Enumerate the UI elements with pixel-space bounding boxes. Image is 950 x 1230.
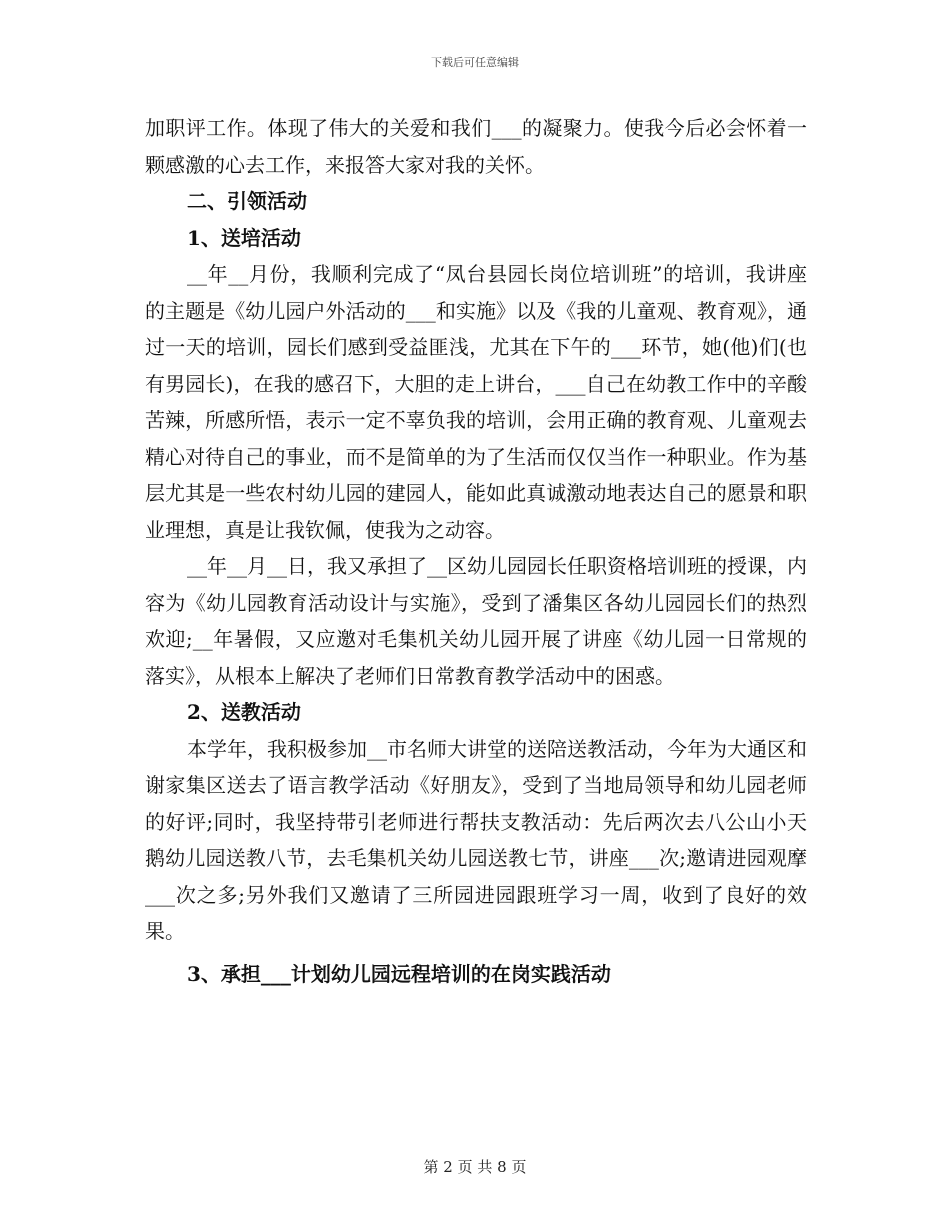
paragraph-4: 本学年，我积极参加__市名师大讲堂的送陪送教活动，今年为大通区和谢家集区送去了语言教学活动《好朋友》，受到了当地局领导和幼儿园老师的好评;同时，我坚持带引老师进行帮扶支教活动：先后两次去八公山小天鹅幼儿园送教八节，去毛集机关幼儿园送教七节，讲座___次;邀请进园观摩___次之多;另外我们又邀请了三所园进园跟班学习一周，收到了良好的效果。 (145, 736, 807, 943)
page-number: 第 2 页 共 8 页 (423, 1158, 527, 1176)
subheading-2: 2、送教活动 (187, 700, 301, 724)
paragraph-3: __年__月__日，我又承担了__区幼儿园园长任职资格培训班的授课，内容为《幼儿园教育活动设计与实施》，受到了潘集区各幼儿园园长们的热烈欢迎;__年暑假，又应邀对毛集机关幼儿园开展了讲座《幼儿园一日常规的落实》，从根本上解决了老师们日常教育教学活动中的困惑。 (145, 554, 807, 688)
section-heading-2: 二、引领活动 (187, 189, 307, 213)
page-header-note: 下载后可任意编辑 (431, 56, 519, 69)
paragraph-1: 加职评工作。体现了伟大的关爱和我们___的凝聚力。使我今后必会怀着一颗感激的心去工作，来报答大家对我的关怀。 (145, 116, 807, 177)
paragraph-2: __年__月份，我顺利完成了“凤台县园长岗位培训班”的培训，我讲座的主题是《幼儿园户外活动的___和实施》以及《我的儿童观、教育观》，通过一天的培训，园长们感到受益匪浅，尤其在下午的___环节，她(他)们(也有男园长)，在我的感召下，大胆的走上讲台，___自己在幼教工作中的辛酸苦辣，所感所悟，表示一定不辜负我的培训，会用正确的教育观、儿童观去精心对待自己的事业，而不是简单的为了生活而仅仅当作一种职业。作为基层尤其是一些农村幼儿园的建园人，能如此真诚激动地表达自己的愿景和职业理想，真是让我钦佩，使我为之动容。 (145, 262, 807, 542)
document-body (145, 110, 807, 992)
subheading-1: 1、送培活动 (187, 225, 301, 250)
subheading-3: 3、承担___计划幼儿园远程培训的在岗实践活动 (187, 961, 611, 986)
